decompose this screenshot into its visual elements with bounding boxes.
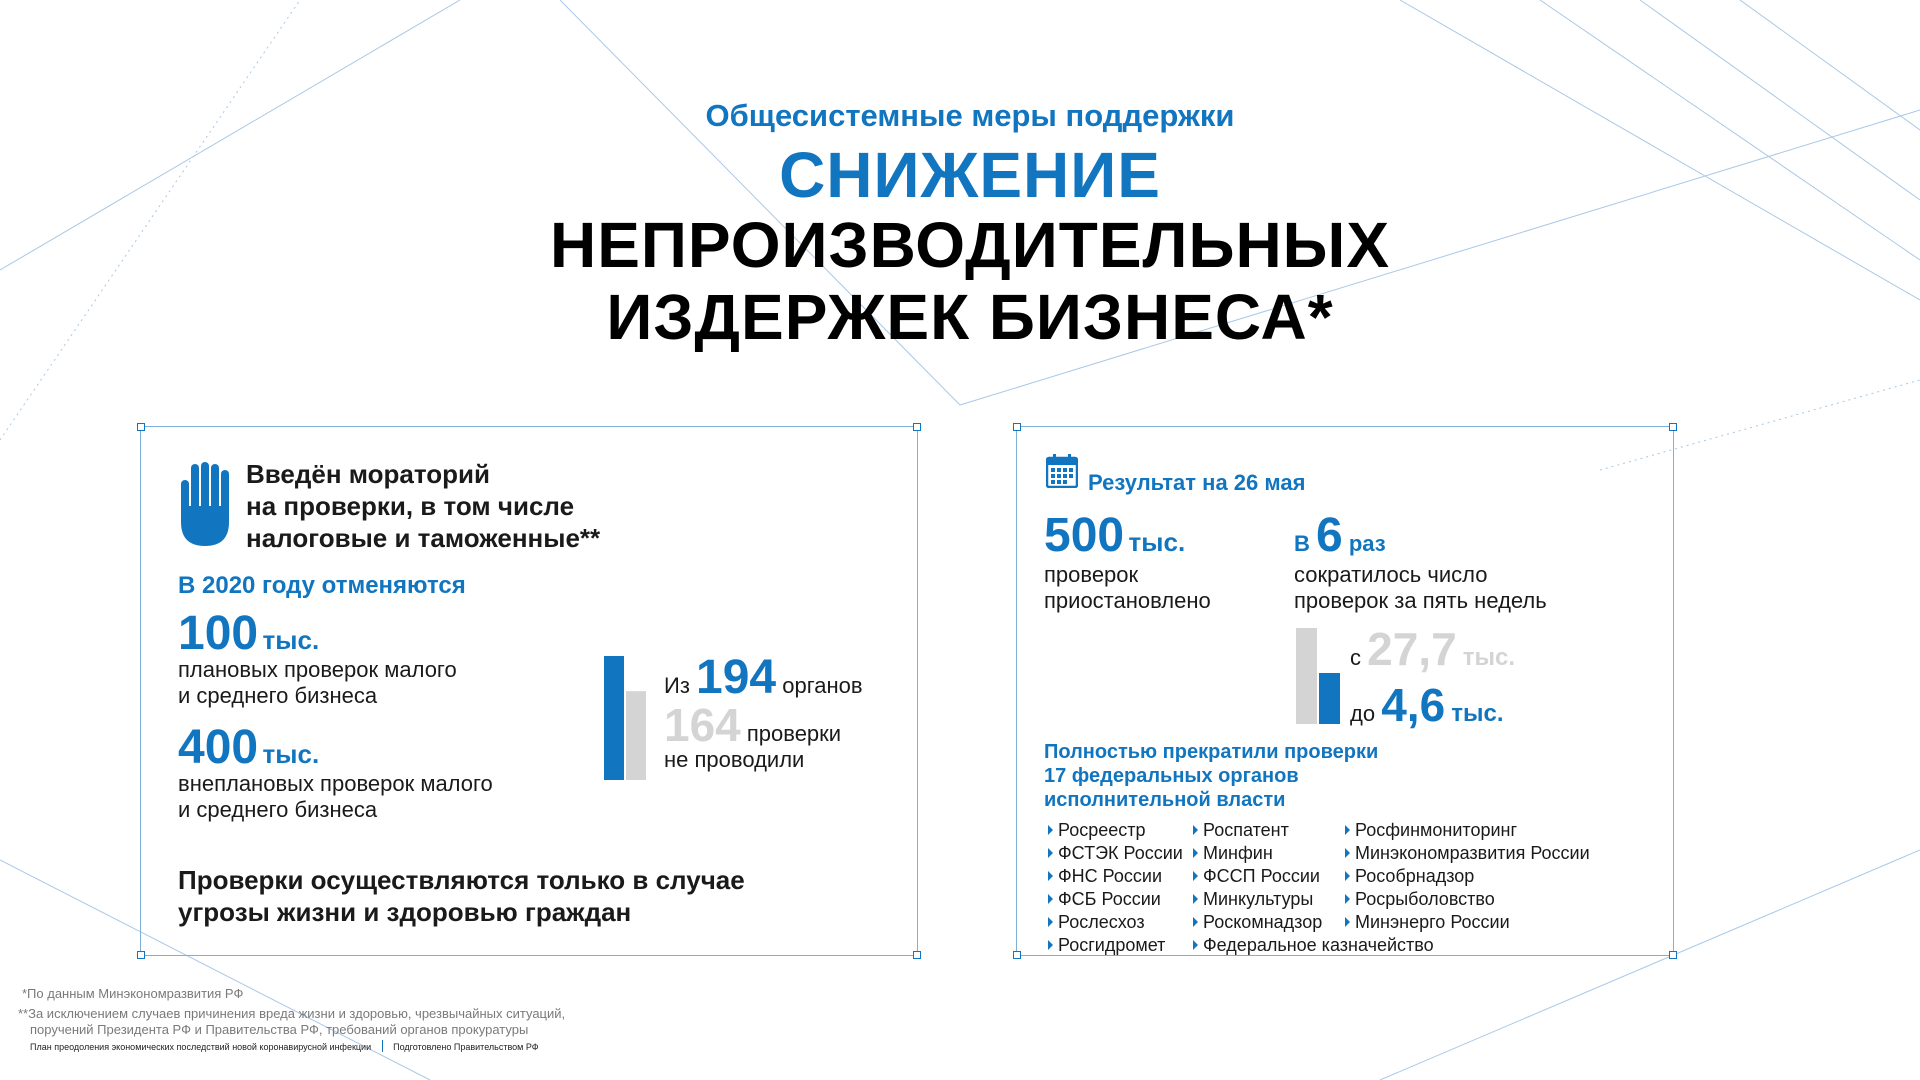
agency-item: Роспатент <box>1193 819 1434 842</box>
unplanned-stat <box>178 720 493 823</box>
page-subtitle: Общесистемные меры поддержки <box>705 98 1235 133</box>
planned-value: 100 <box>178 607 259 660</box>
bar-checks-from <box>1296 628 1317 724</box>
stopped-line: 17 федеральных органов <box>1044 765 1299 787</box>
agency-item: Федеральное казначейство <box>1193 934 1434 957</box>
footer-separator <box>382 1040 383 1052</box>
agency-item: Минэнерго России <box>1345 911 1590 934</box>
agency-item: ФНС России <box>1048 865 1183 888</box>
page-title-line-1: СНИЖЕНИЕ <box>779 139 1161 211</box>
panel-corner <box>137 423 145 431</box>
reduction-unit: раз <box>1348 531 1386 556</box>
unplanned-desc-line: и среднего бизнеса <box>178 797 378 822</box>
agencies-column-1 <box>1048 819 1183 957</box>
planned-desc-line: и среднего бизнеса <box>178 683 378 708</box>
from-unit: тыс. <box>1462 644 1516 671</box>
organs-line <box>664 650 863 705</box>
footer-plan: План преодоления экономических последствий новой коронавирусной инфекции <box>30 1042 372 1052</box>
agency-item: Росфинмониторинг <box>1345 819 1590 842</box>
inactive-organs-line <box>664 699 842 773</box>
to-value: 4,6 <box>1381 679 1446 731</box>
page-title-line-2: НЕПРОИЗВОДИТЕЛЬНЫХ <box>549 209 1391 281</box>
organs-suffix: органов <box>782 673 863 698</box>
only-when-line: угрозы жизни и здоровью граждан <box>178 897 632 927</box>
from-prefix: с <box>1350 645 1361 670</box>
unplanned-value: 400 <box>178 721 259 774</box>
checks-bar-chart <box>1296 628 1340 724</box>
footnote-1: *По данным Минэкономразвития РФ <box>22 986 244 1001</box>
footnote-2-line: **За исключением случаев причинения вреда жизни и здоровью, чрезвычайных ситуаций, <box>18 1006 566 1021</box>
reduction-prefix: В <box>1294 531 1310 556</box>
agency-item: Росгидромет <box>1048 934 1183 957</box>
moratorium-line: на проверки, в том числе <box>246 491 575 521</box>
organs-total: 194 <box>696 651 777 704</box>
panel-corner <box>137 951 145 959</box>
footer-prepared: Подготовлено Правительством РФ <box>393 1042 539 1052</box>
footnote-2 <box>18 1006 565 1038</box>
suspended-stat <box>1044 508 1185 563</box>
planned-stat <box>178 606 457 709</box>
suspended-desc-line: приостановлено <box>1044 588 1211 613</box>
bar-checks-to <box>1319 673 1340 724</box>
agency-item: Минкультуры <box>1193 888 1434 911</box>
unplanned-unit: тыс. <box>262 739 320 769</box>
page-title-line-3: ИЗДЕРЖЕК БИЗНЕСА* <box>606 281 1334 353</box>
checks-from-line <box>1350 622 1515 676</box>
stop-hand-icon <box>178 462 234 548</box>
agency-item: Росреестр <box>1048 819 1183 842</box>
reduction-stat <box>1294 508 1386 563</box>
bar-inactive-organs <box>626 691 646 780</box>
agency-item: ФСБ России <box>1048 888 1183 911</box>
calendar-icon <box>1046 454 1078 488</box>
moratorium-text <box>246 458 600 554</box>
agency-item: Роскомнадзор <box>1193 911 1434 934</box>
inactive-organs-text: проверки <box>746 721 842 746</box>
stopped-agencies-title <box>1044 740 1378 812</box>
agency-item: ФСТЭК России <box>1048 842 1183 865</box>
moratorium-line: Введён мораторий <box>246 459 491 489</box>
reduction-desc-line: сократилось число <box>1294 562 1488 587</box>
agencies-column-3 <box>1345 819 1590 934</box>
suspended-value: 500 <box>1044 509 1125 562</box>
suspended-unit: тыс. <box>1128 527 1186 557</box>
organs-prefix: Из <box>664 673 690 698</box>
agency-item: Росрыболовство <box>1345 888 1590 911</box>
stopped-line: Полностью прекратили проверки <box>1044 741 1379 763</box>
only-when-text <box>178 864 745 928</box>
to-prefix: до <box>1350 701 1376 726</box>
unplanned-desc-line: внеплановых проверок малого <box>178 771 493 796</box>
suspended-desc <box>1044 562 1211 614</box>
only-when-line: Проверки осуществляются только в случае <box>178 865 745 895</box>
to-unit: тыс. <box>1451 700 1504 727</box>
footnote-2-line: поручений Президента РФ и Правительства РФ, требований органов прокуратуры <box>30 1022 529 1037</box>
checks-to-line <box>1350 678 1504 732</box>
panel-corner <box>1669 423 1677 431</box>
bar-total-organs <box>604 656 624 780</box>
agency-item: Минфин <box>1193 842 1434 865</box>
reduction-desc-line: проверок за пять недель <box>1294 588 1547 613</box>
reduction-desc <box>1294 562 1547 614</box>
panel-corner <box>1669 951 1677 959</box>
moratorium-line: налоговые и таможенные** <box>246 523 601 553</box>
agency-item: Рослесхоз <box>1048 911 1183 934</box>
planned-desc-line: плановых проверок малого <box>178 657 457 682</box>
inactive-organs-value: 164 <box>664 699 741 751</box>
result-title: Результат на 26 мая <box>1088 470 1306 495</box>
panel-corner <box>913 423 921 431</box>
suspended-desc-line: проверок <box>1044 562 1139 587</box>
inactive-organs-text-2: не проводили <box>664 747 805 772</box>
stopped-line: исполнительной власти <box>1044 789 1286 811</box>
panel-corner <box>913 951 921 959</box>
footer-bottom <box>30 1040 539 1052</box>
panel-corner <box>1013 951 1021 959</box>
reduction-value: 6 <box>1316 509 1343 562</box>
panel-corner <box>1013 423 1021 431</box>
agency-item: ФССП России <box>1193 865 1434 888</box>
year-label: В 2020 году отменяются <box>178 572 466 599</box>
agency-item: Рособрнадзор <box>1345 865 1590 888</box>
organs-bar-chart <box>604 656 646 780</box>
planned-unit: тыс. <box>262 625 320 655</box>
agency-item: Минэкономразвития России <box>1345 842 1590 865</box>
from-value: 27,7 <box>1367 623 1457 675</box>
